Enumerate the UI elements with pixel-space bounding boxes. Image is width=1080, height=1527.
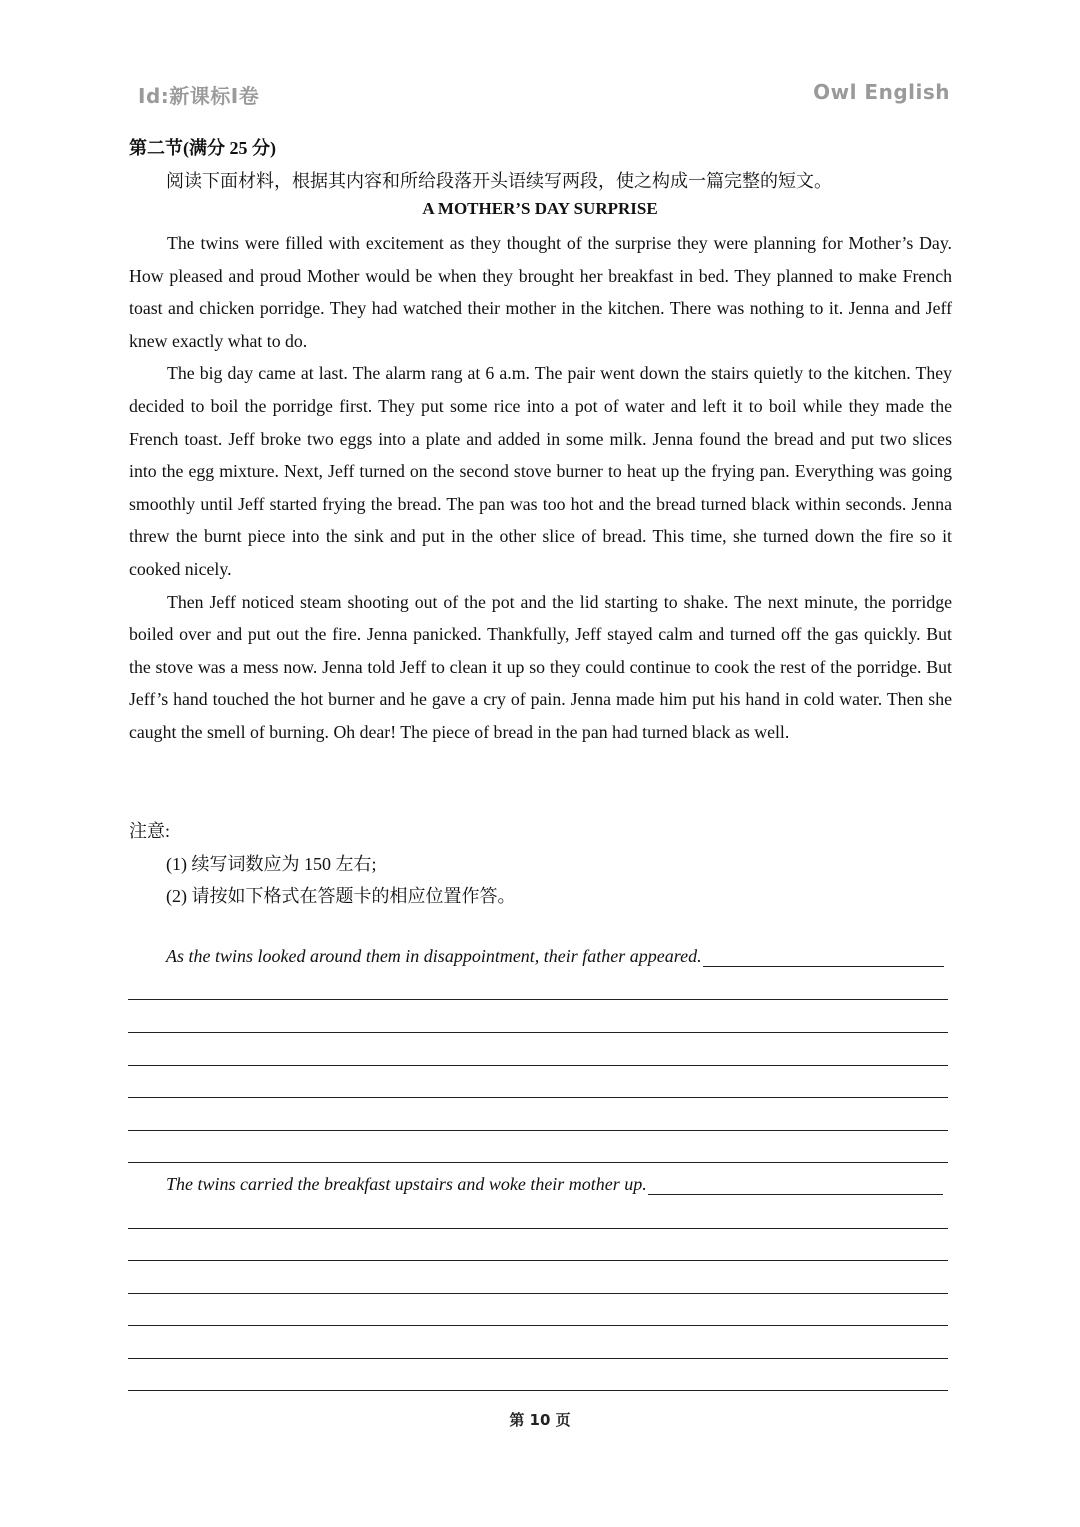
answer-line[interactable]	[128, 1260, 948, 1261]
section-title: 第二节(满分 25 分)	[129, 138, 276, 158]
answer-line[interactable]	[128, 1032, 948, 1033]
story-paragraph: Then Jeff noticed steam shooting out of the pot and the lid starting to shake. The next minute, the porridge boiled over and put out the fire. Jenna panicked. Thankfully, Jeff stayed calm and turned off the gas quickly. But the stove was a mess now. Jenna told Jeff to clean it up so they could continue to cook the rest of the porridge. But Jeff’s hand touched the hot burner and he gave a cry of pain. Jenna made him put his hand in cold water. Then she caught the smell of burning. Oh dear! The piece of bread in the pan had turned black as well.	[129, 591, 952, 742]
prompt-text: The twins carried the breakfast upstairs and woke their mother up.	[166, 1174, 647, 1194]
answer-line[interactable]	[128, 1130, 948, 1131]
prompt-blank[interactable]	[648, 1174, 943, 1195]
answer-line[interactable]	[128, 1325, 948, 1326]
prompt-text: As the twins looked around them in disappointment, their father appeared.	[166, 946, 702, 966]
header-brand: Owl English	[813, 80, 950, 104]
note-item: (2) 请按如下格式在答题卡的相应位置作答。	[166, 886, 516, 906]
prompt-blank[interactable]	[703, 946, 944, 967]
answer-line[interactable]	[128, 999, 948, 1000]
story-body	[129, 227, 952, 749]
answer-line[interactable]	[128, 1097, 948, 1098]
task-instruction: 阅读下面材料，根据其内容和所给段落开头语续写两段，使之构成一篇完整的短文。	[166, 171, 832, 191]
header-exam-id: Id:新课标I卷	[138, 84, 260, 108]
answer-line[interactable]	[128, 1390, 948, 1391]
story-paragraph: The big day came at last. The alarm rang at 6 a.m. The pair went down the stairs quietly to the kitchen. They decided to boil the porridge first. They put some rice into a pot of water and left it to boil while they made the French toast. Jeff broke two eggs into a plate and added in some milk. Jenna found the bread and put two slices into the egg mixture. Next, Jeff turned on the second stove burner to heat up the frying pan. Everything was going smoothly until Jeff started frying the bread. The pan was too hot and the bread turned black within seconds. Jenna threw the burnt piece into the sink and put in the other slice of bread. This time, she turned down the fire so it cooked nicely.	[129, 363, 952, 579]
note-item: (1) 续写词数应为 150 左右;	[166, 854, 377, 874]
answer-line[interactable]	[128, 1358, 948, 1359]
answer-line[interactable]	[128, 1228, 948, 1229]
continuation-prompt-1	[166, 946, 944, 967]
story-paragraph: The twins were filled with excitement as they thought of the surprise they were planning for Mother’s Day. How pleased and proud Mother would be when they brought her breakfast in bed. They planned to make French toast and chicken porridge. They had watched their mother in the kitchen. There was nothing to it. Jenna and Jeff knew exactly what to do.	[129, 233, 952, 351]
page-number: 第 10 页	[509, 1411, 571, 1429]
story-title: A MOTHER’S DAY SURPRISE	[422, 199, 658, 218]
continuation-prompt-2	[166, 1174, 943, 1195]
answer-line[interactable]	[128, 1162, 948, 1163]
answer-line[interactable]	[128, 1293, 948, 1294]
notes-title: 注意:	[129, 821, 171, 841]
answer-line[interactable]	[128, 1065, 948, 1066]
